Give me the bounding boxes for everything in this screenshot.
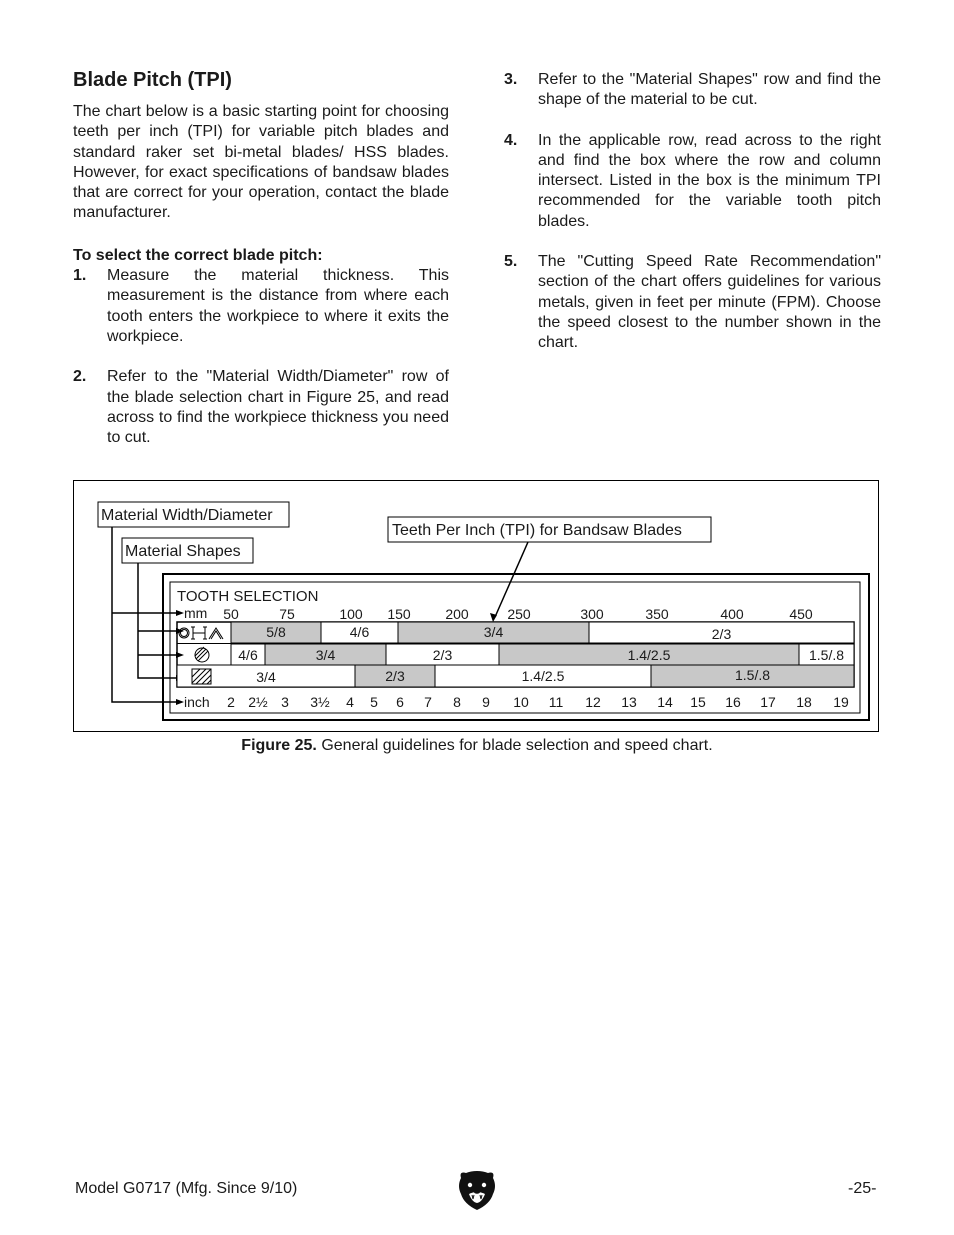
step-5: [504, 252, 881, 353]
callout-material-shapes: Material Shapes: [125, 543, 241, 560]
inch-tick-label: 5: [370, 694, 378, 710]
inch-tick-label: 9: [482, 694, 490, 710]
step-number: 3.: [504, 71, 518, 88]
tpi-cell-label: 3/4: [483, 624, 504, 640]
mm-tick-label: 50: [223, 606, 239, 622]
step-1: [73, 266, 449, 347]
tpi-cell-label: 1.4/2.5: [627, 647, 671, 663]
inch-tick-labels: [227, 694, 849, 710]
step-text: In the applicable row, read across to the right and find the box where the row and column intersect. Listed in the box is the minimum TPI recommended for the variable tooth pitch blades.: [538, 131, 881, 230]
step-3: [504, 70, 881, 111]
step-4: [504, 131, 881, 232]
step-text: Refer to the "Material Shapes" row and find the shape of the material to be cut.: [538, 71, 881, 109]
tube-beam-angle-icon: [179, 627, 223, 639]
tpi-cell-label: 1.4/2.5: [521, 668, 565, 684]
tpi-cell-label: 3/4: [256, 669, 276, 685]
mm-tick-label: 200: [445, 606, 469, 622]
tpi-cell-label: 2/3: [385, 668, 405, 684]
figure-25: [73, 480, 879, 732]
blade-selection-chart: [74, 481, 880, 733]
footer-model: Model G0717 (Mfg. Since 9/10): [75, 1180, 298, 1197]
step-text: Measure the material thickness. This measurement is the distance from where each tooth enters the workpiece to where it exits the workpiece.: [107, 267, 449, 345]
step-2: [73, 367, 449, 448]
inch-tick-label: 2: [227, 694, 235, 710]
step-number: 1.: [73, 267, 87, 285]
footer-page-number: -25-: [848, 1180, 877, 1197]
tpi-cell-label: 1.5/.8: [734, 667, 771, 683]
callout-tpi: Teeth Per Inch (TPI) for Bandsaw Blades: [392, 522, 682, 539]
inch-tick-label: 12: [585, 694, 601, 710]
mm-tick-labels: [223, 606, 813, 622]
inch-tick-label: 3: [281, 694, 289, 710]
mm-tick-label: 350: [645, 606, 669, 622]
inch-tick-label: 18: [796, 694, 812, 710]
tpi-cell-label: 4/6: [238, 647, 258, 663]
inch-tick-label: 11: [548, 694, 564, 710]
inch-tick-label: 10: [513, 694, 529, 710]
tpi-cell-label: 5/8: [266, 624, 286, 640]
chart-title: TOOTH SELECTION: [177, 588, 319, 605]
inch-tick-label: 16: [725, 694, 741, 710]
inch-tick-label: 2½: [248, 694, 268, 710]
caption-text: General guidelines for blade selection and speed chart.: [316, 737, 713, 754]
figure-caption: [0, 737, 954, 755]
section-title: Blade Pitch (TPI): [73, 69, 232, 91]
inch-tick-label: 19: [833, 694, 849, 710]
grizzly-bear-icon: [455, 1168, 499, 1212]
step-number: 4.: [504, 131, 518, 149]
step-text: Refer to the "Material Width/Diameter" row of the blade selection chart in Figure 25, and read across to find the workpiece thickness you need to cut.: [107, 368, 449, 447]
inch-tick-label: 15: [690, 694, 706, 710]
inch-tick-label: 3½: [310, 694, 330, 710]
inch-tick-label: 6: [396, 694, 404, 710]
inch-tick-label: 7: [424, 694, 432, 710]
mm-tick-label: 250: [507, 606, 531, 622]
mm-label: mm: [184, 605, 208, 621]
intro-paragraph: The chart below is a basic starting point for choosing teeth per inch (TPI) for variable pitch blades and standard raker set bi-metal blades/ HSS blades. However, for exact specifications of bandsaw blades that are correct for your operation, contact the blade manufacturer.: [73, 103, 449, 222]
mm-tick-label: 75: [279, 606, 295, 622]
inch-tick-label: 4: [346, 694, 354, 710]
inch-label: inch: [184, 694, 210, 710]
round-bar-icon: [195, 647, 209, 662]
mm-tick-label: 300: [580, 606, 604, 622]
caption-label: Figure 25.: [241, 737, 317, 754]
step-number: 5.: [504, 253, 518, 271]
mm-tick-label: 450: [789, 606, 813, 622]
tpi-cell-label: 3/4: [315, 647, 336, 663]
inch-tick-label: 8: [453, 694, 461, 710]
step-number: 2.: [73, 368, 87, 386]
mm-tick-label: 100: [339, 606, 363, 622]
right-column: [504, 70, 881, 354]
subheading: To select the correct blade pitch:: [73, 246, 323, 264]
mm-tick-label: 400: [720, 606, 744, 622]
tpi-cell-label: 1.5/.8: [808, 647, 845, 663]
inch-tick-label: 13: [621, 694, 637, 710]
left-column: [73, 66, 449, 448]
step-text: The "Cutting Speed Rate Recommendation" section of the chart offers guidelines for various metals, given in feet per minute (FPM). Choose the speed closest to the number shown in the chart.: [538, 253, 881, 352]
tpi-cell-label: 4/6: [349, 624, 370, 640]
callout-material-width: Material Width/Diameter: [101, 507, 273, 524]
tooth-selection-rows: [177, 622, 854, 687]
inch-tick-label: 14: [657, 694, 673, 710]
mm-tick-label: 150: [387, 606, 411, 622]
tpi-cell-label: 2/3: [711, 626, 732, 642]
tpi-cell-label: 2/3: [432, 647, 453, 663]
inch-tick-label: 17: [760, 694, 776, 710]
